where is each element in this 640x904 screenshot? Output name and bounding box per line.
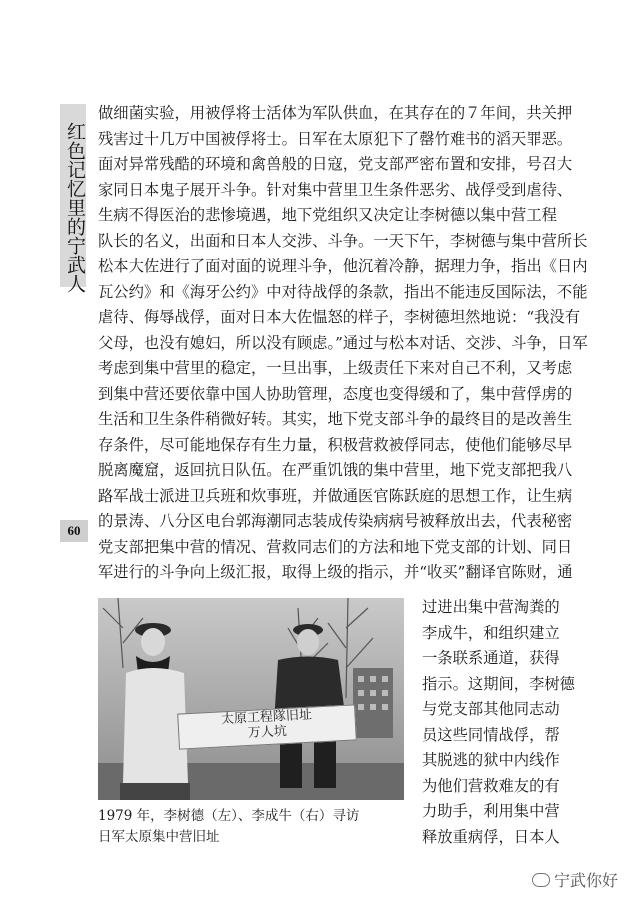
- watermark: [532, 868, 618, 891]
- body-line: 生病不得医治的悲惨境遇，地下党组织又决定让李树德以集中营工程: [98, 206, 557, 224]
- side-line: 指示。这期间，李树德: [422, 674, 575, 693]
- side-line: 李成牛，和组织建立: [422, 623, 560, 642]
- page-number: 60: [60, 520, 88, 542]
- body-line: 路军战士派进卫兵班和炊事班，并做通医官陈跃庭的思想工作，让生病: [98, 486, 573, 505]
- photo-illustration: [98, 598, 404, 800]
- side-line: 一条联系通道，获得: [422, 649, 560, 667]
- historical-photo: [98, 598, 404, 800]
- body-text: [98, 101, 588, 586]
- book-title-vertical: 红色记忆里的宁武人: [64, 122, 86, 293]
- side-line: 员这些同情战俘，帮: [422, 725, 560, 744]
- body-line: 队长的名义，出面和日本人交涉、斗争。一天下午，李树德与集中营所长: [98, 231, 588, 250]
- side-line: 其脱逃的狱中内线作: [422, 751, 560, 769]
- side-line: 为他们营救难友的有: [422, 776, 560, 795]
- photo-caption: [98, 806, 408, 848]
- side-line: 过进出集中营淘粪的: [422, 598, 560, 616]
- banner-line-1: 太原工程隊旧址: [220, 707, 313, 728]
- body-line: 的景涛、八分区电台郭海潮同志装成传染病病号被释放出去，代表秘密: [98, 512, 573, 530]
- watermark-text: 宁武你好: [554, 871, 619, 890]
- body-line: 父母，也没有媳妇，所以没有顾虑。”通过与松本对话、交涉、斗争，日军: [98, 333, 588, 352]
- body-line: 残害过十几万中国被俘将士。日军在太原犯下了罄竹难书的滔天罪恶。: [98, 129, 573, 148]
- banner-line-2: 万人坑: [247, 723, 288, 742]
- side-line: 与党支部其他同志动: [422, 700, 560, 718]
- body-line: 考虑到集中营里的稳定，一旦出事，上级责任下来对自己不利，又考虑: [98, 359, 573, 377]
- body-line: 到集中营还要依靠中国人协助管理，态度也变得缓和了，集中营俘虏的: [98, 384, 573, 403]
- body-line: 松本大佐进行了面对面的说理斗争，他沉着冷静，据理力争，指出《日内: [98, 257, 588, 275]
- body-line: 存条件，尽可能地保存有生力量，积极营救被俘同志，使他们能够尽早: [98, 435, 573, 454]
- wechat-icon: [532, 873, 550, 887]
- body-line: 面对异常残酷的环境和禽兽般的日寇，党支部严密布置和安排，号召大: [98, 155, 573, 173]
- body-line: 虐待、侮辱战俘，面对日本大佐愠怒的样子，李树德坦然地说：“我没有: [98, 308, 581, 326]
- body-line: 家同日本鬼子展开斗争。针对集中营里卫生条件恶劣、战俘受到虐待、: [98, 180, 573, 199]
- side-line: 力助手，利用集中营: [422, 802, 560, 820]
- caption-line: 1979 年，李树德（左）、李成牛（右）寻访: [98, 808, 360, 824]
- body-line: 脱离魔窟，返回抗日队伍。在严重饥饿的集中营里，地下党支部把我八: [98, 461, 573, 479]
- body-line: 做细菌实验，用被俘将士活体为军队供血，在其存在的７年间，共关押: [98, 104, 573, 122]
- side-text-column: [422, 595, 592, 850]
- body-line: 军进行的斗争向上级汇报，取得上级的指示，并“收买”翻译官陈财，通: [98, 563, 573, 581]
- caption-line: 日军太原集中营旧址: [98, 829, 220, 845]
- body-line: 党支部把集中营的情况、营救同志们的方法和地下党支部的计划、同日: [98, 537, 573, 556]
- side-line: 释放重病俘，日本人: [422, 827, 560, 846]
- body-line: 瓦公约》和《海牙公约》中对待战俘的条款，指出不能违反国际法，不能: [98, 282, 588, 301]
- body-line: 生活和卫生条件稍微好转。其实，地下党支部斗争的最终目的是改善生: [98, 410, 573, 428]
